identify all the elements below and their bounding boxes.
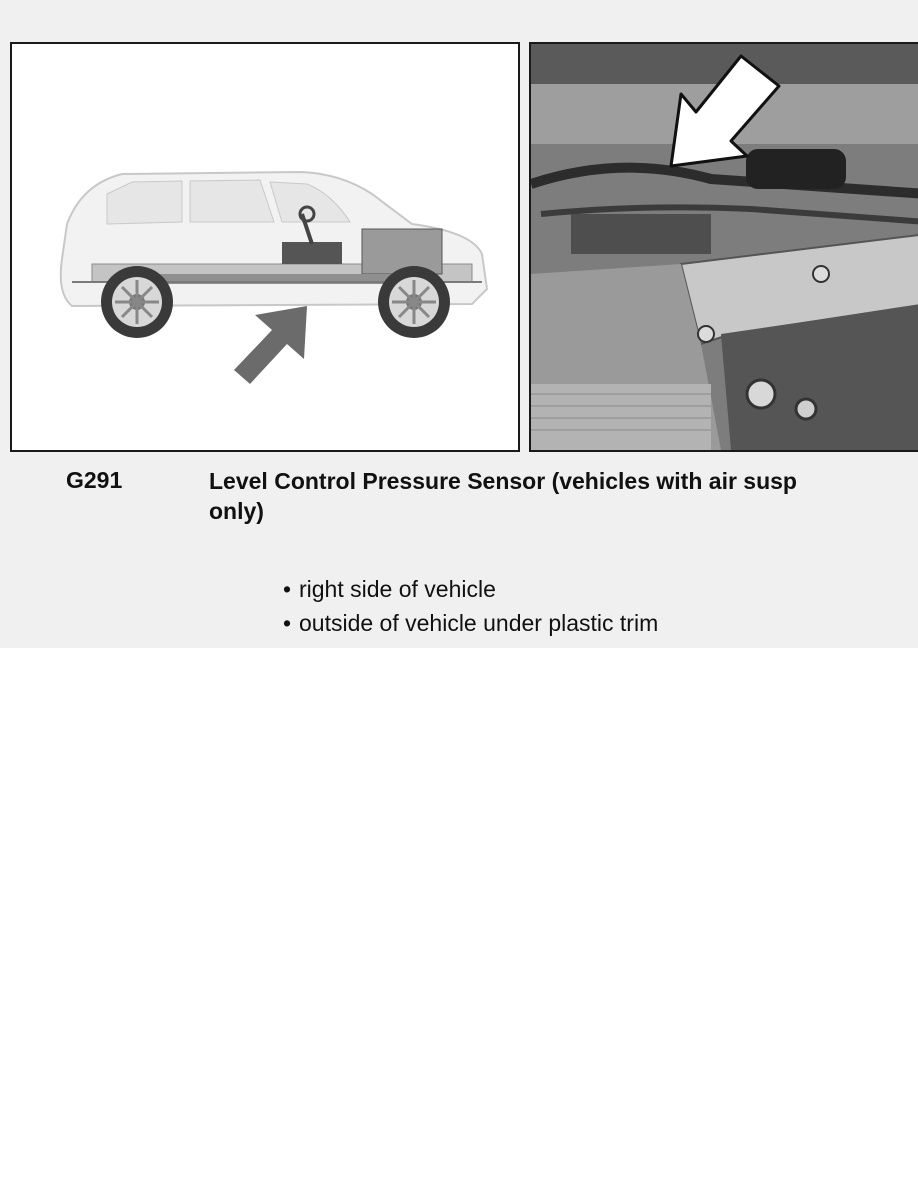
component-title-line2: only): [209, 498, 264, 524]
vehicle-illustration-svg: [12, 44, 518, 450]
list-item-text: right side of vehicle: [299, 576, 496, 602]
component-title-line1: Level Control Pressure Sensor (vehicles with air susp: [209, 468, 797, 494]
location-notes-list: [283, 572, 658, 640]
bullet-icon: •: [283, 610, 292, 636]
list-item: [283, 606, 658, 640]
component-title: [209, 466, 918, 526]
component-code: G291: [66, 467, 123, 493]
bullet-icon: •: [283, 576, 292, 602]
underbody-photo-image: [529, 42, 918, 452]
vehicle-illustration-image: [10, 42, 520, 452]
list-item: [283, 572, 658, 606]
underbody-photo-svg: [531, 44, 918, 450]
list-item-text: outside of vehicle under plastic trim: [299, 610, 659, 636]
